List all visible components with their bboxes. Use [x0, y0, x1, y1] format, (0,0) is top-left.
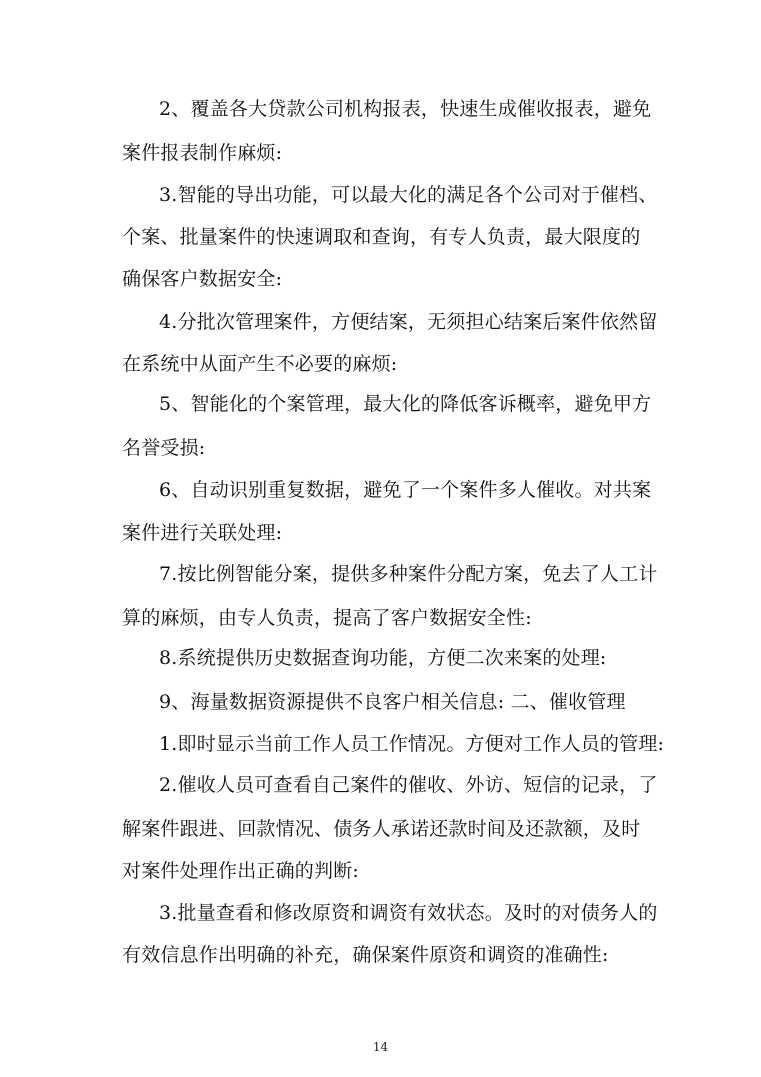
- text-line-1: 2、覆盖各大贷款公司机构报表，快速生成催收报表，避免: [159, 98, 652, 120]
- text-line-9: 名誉受损:: [122, 437, 206, 459]
- text-line-18: 解案件跟进、回款情况、债务人承诺还款时间及还款额，及时: [122, 818, 641, 840]
- text-line-17: 2.催收人员可查看自己案件的催收、外访、短信的记录，了: [159, 774, 658, 796]
- text-line-14: 8.系统提供历史数据查询功能，方便二次来案的处理:: [159, 647, 607, 669]
- text-line-6: 4.分批次管理案件，方便结案，无须担心结案后案件依然留: [159, 311, 658, 333]
- text-line-8: 5、智能化的个案管理，最大化的降低客诉概率，避免甲方: [159, 393, 652, 415]
- page-number: 14: [372, 1040, 389, 1054]
- text-line-3: 3.智能的导出功能，可以最大化的满足各个公司对于催档、: [159, 184, 658, 206]
- text-line-19: 对案件处理作出正确的判断:: [122, 860, 360, 882]
- text-line-2: 案件报表制作麻烦:: [122, 142, 283, 164]
- text-line-16: 1.即时显示当前工作人员工作情况。方便对工作人员的管理:: [159, 733, 665, 755]
- text-line-4: 个案、批量案件的快速调取和查询，有专人负责，最大限度的: [122, 226, 641, 248]
- text-line-21: 有效信息作出明确的补充，确保案件原资和调资的准确性:: [122, 944, 609, 966]
- text-line-10: 6、自动识别重复数据，避免了一个案件多人催收。对共案: [159, 479, 652, 501]
- text-line-13: 算的麻烦，由专人负责，提高了客户数据安全性:: [122, 607, 532, 629]
- text-line-20: 3.批量查看和修改原资和调资有效状态。及时的对债务人的: [159, 902, 658, 924]
- text-line-15: 9、海量数据资源提供不良客户相关信息: 二、催收管理: [159, 691, 626, 713]
- text-line-7: 在系统中从面产生不必要的麻烦:: [122, 353, 398, 375]
- text-line-12: 7.按比例智能分案，提供多种案件分配方案，免去了人工计: [159, 563, 658, 585]
- text-line-5: 确保客户数据安全:: [122, 268, 283, 290]
- text-line-11: 案件进行关联处理:: [122, 522, 283, 544]
